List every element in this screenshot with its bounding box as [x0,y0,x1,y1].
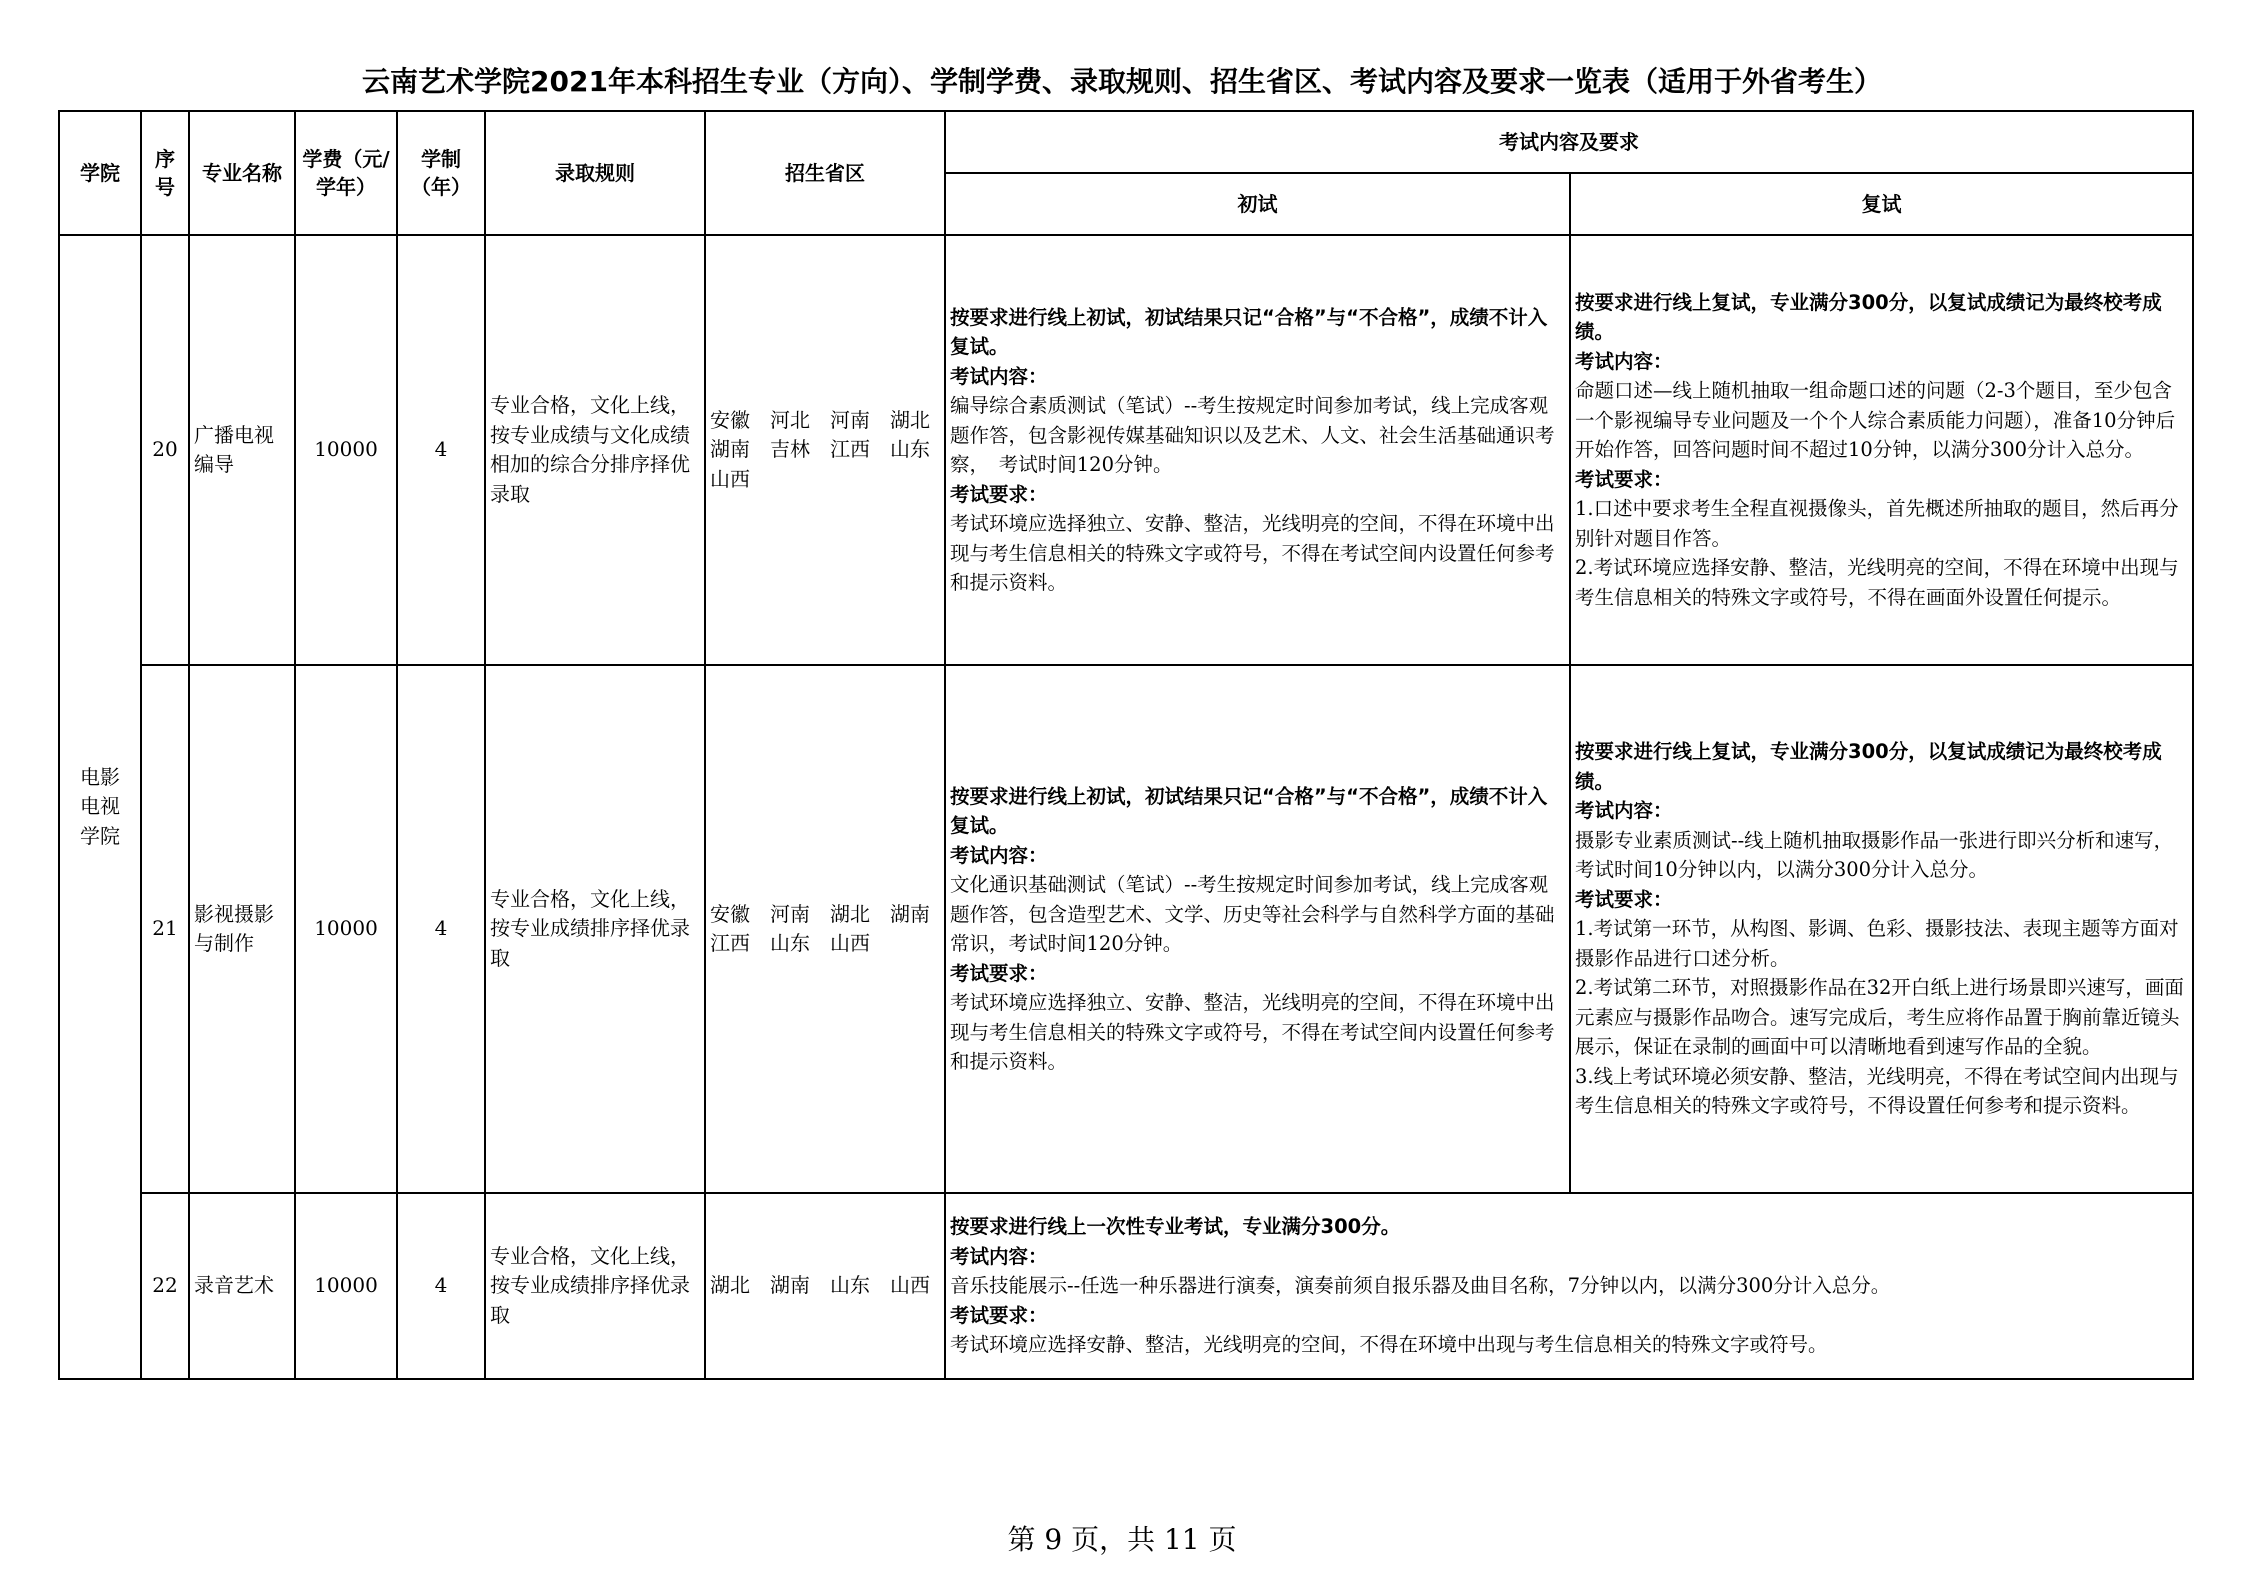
rule-cell: 专业合格，文化上线，按专业成绩排序择优录取 [485,1193,705,1379]
prelim-content-label: 考试内容： [950,364,1048,388]
provinces-cell: 湖北 湖南 山东 山西 [705,1193,945,1379]
exam-cell [945,1193,2193,1379]
prelim-req: 考试环境应选择独立、安静、整洁，光线明亮的空间，不得在环境中出现与考生信息相关的特殊文字或符号，不得在考试空间内设置任何参考和提示资料。 [950,991,1555,1073]
provinces-cell: 安徽 河北 河南 湖北 湖南 吉林 江西 山东 山西 [705,235,945,665]
retest-req-label: 考试要求： [1575,887,1673,911]
table-row [59,235,2193,665]
header-rule: 录取规则 [485,111,705,235]
prelim-content: 编导综合素质测试（笔试）--考生按规定时间参加考试，线上完成客观题作答，包含影视传媒基础知识以及艺术、人文、社会生活基础通识考察， 考试时间120分钟。 [950,394,1555,476]
fee-cell: 10000 [295,235,397,665]
fee-cell: 10000 [295,1193,397,1379]
retest-intro: 按要求进行线上复试，专业满分300分，以复试成绩记为最终校考成绩。 [1575,740,2162,793]
header-college: 学院 [59,111,141,235]
fee-cell: 10000 [295,665,397,1193]
retest-content-label: 考试内容： [1575,349,1673,373]
table-row [59,665,2193,1193]
header-prelim: 初试 [945,173,1570,235]
retest-content-label: 考试内容： [1575,799,1673,823]
exam-req-label: 考试要求： [950,1303,1048,1327]
retest-req-item: 1.口述中要求考生全程直视摄像头，首先概述所抽取的题目，然后再分别针对题目作答。 [1575,497,2179,550]
major-cell: 录音艺术 [189,1193,295,1379]
college-cell: 电影电视学院 [59,235,141,1379]
rule-cell: 专业合格，文化上线，按专业成绩排序择优录取 [485,665,705,1193]
exam-content: 音乐技能展示--任选一种乐器进行演奏，演奏前须自报乐器及曲目名称，7分钟以内，以满分300分计入总分。 [950,1274,1891,1298]
retest-content: 摄影专业素质测试--线上随机抽取摄影作品一张进行即兴分析和速写，考试时间10分钟以内，以满分300分计入总分。 [1575,828,2174,882]
header-major: 专业名称 [189,111,295,235]
retest-intro: 按要求进行线上复试，专业满分300分，以复试成绩记为最终校考成绩。 [1575,290,2162,344]
header-provinces: 招生省区 [705,111,945,235]
prelim-req-label: 考试要求： [950,961,1048,985]
retest-req-label: 考试要求： [1575,467,1673,491]
retest-req-item: 2.考试环境应选择安静、整洁，光线明亮的空间，不得在环境中出现与考生信息相关的特殊文字或符号，不得在画面外设置任何提示。 [1575,556,2179,609]
prelim-cell [945,235,1570,665]
header-fee: 学费（元/学年） [295,111,397,235]
years-cell: 4 [397,665,485,1193]
header-row [59,111,2193,173]
prelim-intro: 按要求进行线上初试，初试结果只记“合格”与“不合格”，成绩不计入复试。 [950,305,1548,358]
rule-cell: 专业合格，文化上线，按专业成绩与文化成绩相加的综合分排序择优录取 [485,235,705,665]
retest-cell [1570,235,2193,665]
header-years: 学制（年） [397,111,485,235]
header-seq: 序号 [141,111,189,235]
years-cell: 4 [397,1193,485,1379]
seq-cell: 22 [141,1193,189,1379]
seq-cell: 20 [141,235,189,665]
prelim-req-label: 考试要求： [950,482,1048,506]
exam-intro: 按要求进行线上一次性专业考试，专业满分300分。 [950,1215,1401,1239]
header-exam: 考试内容及要求 [945,111,2193,173]
major-cell: 影视摄影与制作 [189,665,295,1193]
prelim-req: 考试环境应选择独立、安静、整洁，光线明亮的空间，不得在环境中出现与考生信息相关的特殊文字或符号，不得在考试空间内设置任何参考和提示资料。 [950,512,1555,594]
retest-req-item: 1.考试第一环节，从构图、影调、色彩、摄影技法、表现主题等方面对摄影作品进行口述分析。 [1575,917,2179,970]
major-cell: 广播电视编导 [189,235,295,665]
retest-req-item: 3.线上考试环境必须安静、整洁，光线明亮，不得在考试空间内出现与考生信息相关的特殊文字或符号，不得设置任何参考和提示资料。 [1575,1064,2179,1118]
exam-content-label: 考试内容： [950,1244,1048,1268]
page-title: 云南艺术学院2021年本科招生专业（方向）、学制学费、录取规则、招生省区、考试内容及要求一览表（适用于外省考生） [362,65,1882,98]
prelim-content: 文化通识基础测试（笔试）--考生按规定时间参加考试，线上完成客观题作答，包含造型艺术、文学、历史等社会科学与自然科学方面的基础常识，考试时间120分钟。 [950,873,1555,955]
prelim-content-label: 考试内容： [950,843,1048,867]
admissions-table [58,110,2194,1380]
retest-cell [1570,665,2193,1193]
page-footer: 第 9 页，共 11 页 [1007,1523,1237,1556]
prelim-cell [945,665,1570,1193]
provinces-cell: 安徽 河南 湖北 湖南 江西 山东 山西 [705,665,945,1193]
exam-req: 考试环境应选择安静、整洁，光线明亮的空间，不得在环境中出现与考生信息相关的特殊文字或符号。 [950,1333,1828,1357]
prelim-intro: 按要求进行线上初试，初试结果只记“合格”与“不合格”，成绩不计入复试。 [950,784,1548,837]
retest-content: 命题口述—线上随机抽取一组命题口述的问题（2-3个题目，至少包含一个影视编导专业问题及一个个人综合素质能力问题），准备10分钟后开始作答，回答问题时间不超过10分钟，以满分300分计入总分。 [1575,379,2176,462]
seq-cell: 21 [141,665,189,1193]
retest-req-item: 2.考试第二环节，对照摄影作品在32开白纸上进行场景即兴速写，画面元素应与摄影作品吻合。速写完成后，考生应将作品置于胸前靠近镜头展示，保证在录制的画面中可以清晰地看到速写作品的全貌。 [1575,976,2184,1059]
header-retest: 复试 [1570,173,2193,235]
years-cell: 4 [397,235,485,665]
table-row [59,1193,2193,1379]
